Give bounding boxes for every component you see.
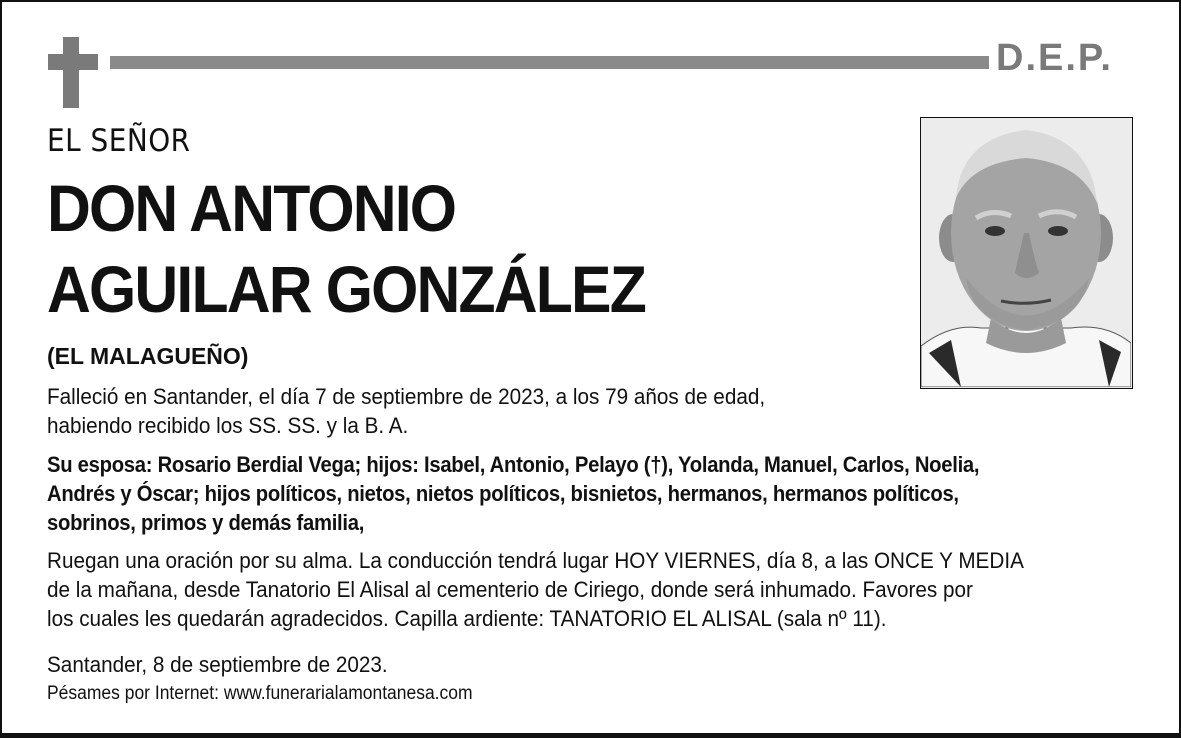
cross-icon-bar [48, 54, 98, 70]
text-line: Su esposa: Rosario Berdial Vega; hijos: Isabel, Antonio, Pelayo (†), Yolanda, Manuel, Carlos, Noelia, [47, 452, 980, 477]
portrait-photo [920, 117, 1133, 389]
condolences-line: Pésames por Internet: www.funerarialamontanesa.com [47, 683, 473, 704]
text-line: los cuales les quedarán agradecidos. Capilla ardiente: TANATORIO EL ALISAL (sala nº 11). [47, 606, 887, 631]
header-rule [110, 56, 989, 69]
text-line: Andrés y Óscar; hijos políticos, nietos, nietos políticos, bisnietos, hermanos, hermanos políticos, [47, 481, 959, 506]
text-line: habiendo recibido los SS. SS. y la B. A. [47, 413, 409, 438]
nickname: (EL MALAGUEÑO) [47, 343, 249, 369]
deceased-name-line-2: AGUILAR GONZÁLEZ [47, 252, 645, 326]
portrait-illustration [921, 118, 1131, 387]
dep-label: D.E.P. [996, 37, 1113, 79]
text-line: sobrinos, primos y demás familia, [47, 510, 365, 535]
honorific: EL SEÑOR [47, 123, 191, 159]
deceased-name-line-1: DON ANTONIO [47, 171, 456, 245]
text-line: Ruegan una oración por su alma. La conducción tendrá lugar HOY VIERNES, día 8, a las ONCE Y MEDIA [47, 548, 1024, 573]
cross-icon [63, 37, 79, 108]
text-line: de la mañana, desde Tanatorio El Alisal al cementerio de Ciriego, donde será inhumado. Favores por [47, 577, 973, 602]
request-paragraph [47, 546, 1024, 633]
place-date: Santander, 8 de septiembre de 2023. [47, 652, 388, 677]
death-paragraph [47, 382, 765, 440]
text-line: Falleció en Santander, el día 7 de septiembre de 2023, a los 79 años de edad, [47, 384, 766, 409]
family-paragraph [47, 450, 979, 537]
